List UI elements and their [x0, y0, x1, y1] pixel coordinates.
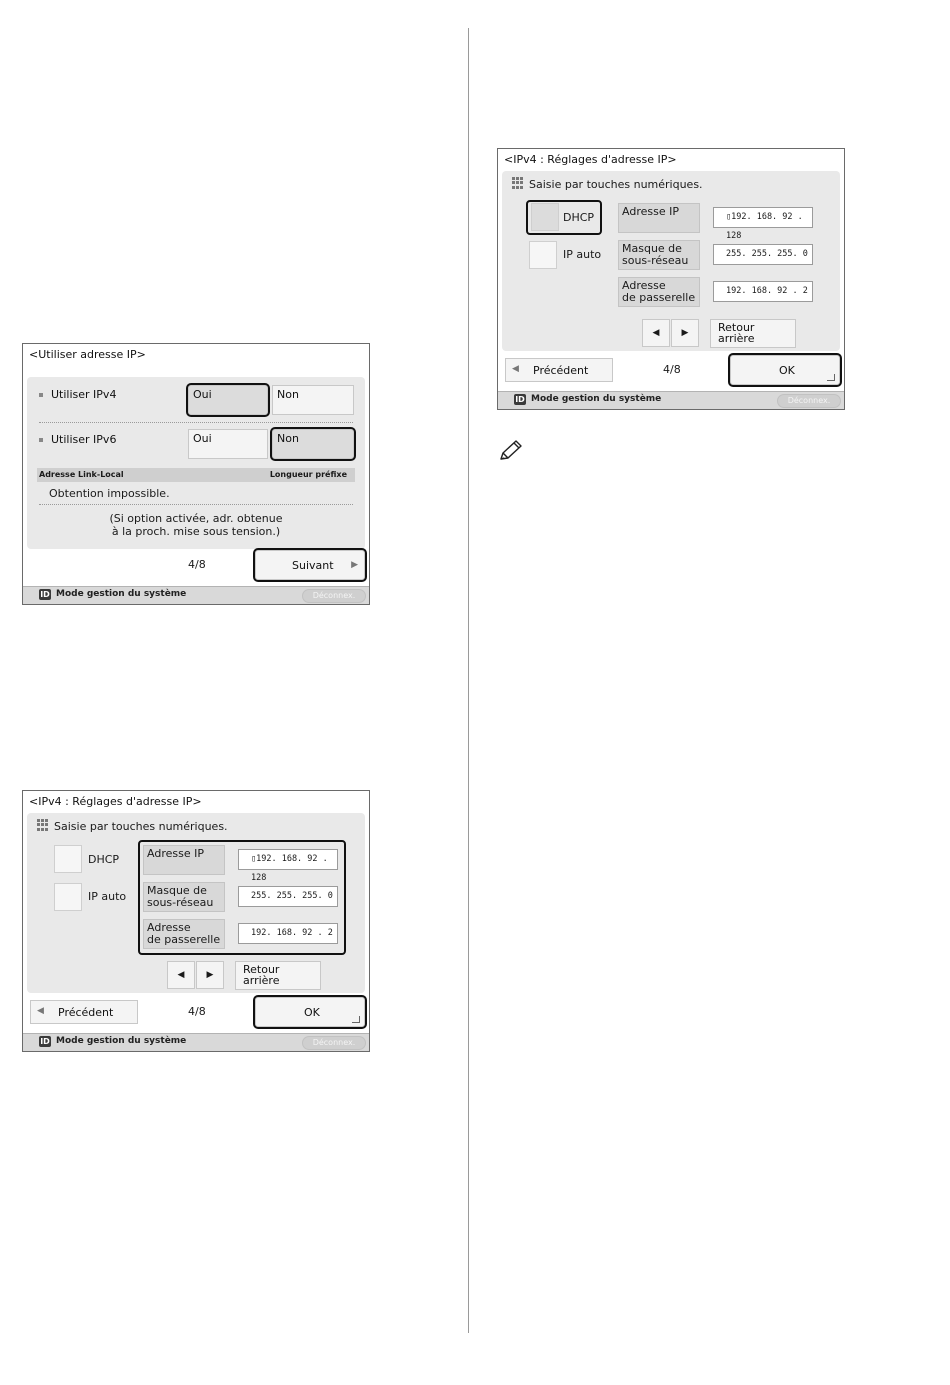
- screen-ipv4-settings-fields: [22, 790, 370, 1052]
- status-bar: [23, 1033, 369, 1051]
- gateway-label: Adresse de passerelle: [618, 277, 700, 307]
- settings-panel: [27, 377, 365, 549]
- logout-button[interactable]: Déconnex.: [302, 1036, 366, 1050]
- keypad-icon: [512, 177, 526, 189]
- dhcp-label: DHCP: [563, 211, 595, 224]
- previous-button[interactable]: ◀ Précédent: [505, 358, 613, 382]
- system-mode-label: Mode gestion du système: [56, 589, 187, 599]
- settings-panel: [27, 813, 365, 993]
- input-hint: Saisie par touches numériques.: [54, 820, 228, 833]
- fields-highlight: [138, 840, 346, 955]
- ipv4-no-button[interactable]: Non: [272, 385, 354, 415]
- logout-button[interactable]: Déconnex.: [777, 394, 841, 408]
- arrow-left-icon: ◀: [37, 1006, 44, 1016]
- ipv4-yes-button[interactable]: Oui: [188, 385, 268, 415]
- system-mode-label: Mode gestion du système: [56, 1036, 187, 1046]
- ip-auto-label: IP auto: [563, 248, 602, 261]
- id-icon: ID: [40, 590, 50, 599]
- ip-address-label: Adresse IP: [143, 845, 225, 875]
- prefix-length-column: Longueur préfixe: [269, 470, 347, 479]
- dhcp-label: DHCP: [88, 853, 120, 866]
- screen-use-ip-address: [22, 343, 370, 605]
- subnet-mask-field[interactable]: 255. 255. 255. 0: [238, 886, 338, 907]
- screen-title: <Utiliser adresse IP>: [29, 348, 146, 361]
- ip-address-field[interactable]: ▯192. 168. 92 . 128: [713, 207, 813, 228]
- arrow-left-icon: ◀: [177, 970, 185, 980]
- arrow-right-icon: ▶: [681, 328, 689, 338]
- enter-icon: [352, 1016, 360, 1023]
- link-local-column: Adresse Link-Local: [39, 470, 124, 479]
- separator: [39, 504, 353, 505]
- ip-auto-checkbox[interactable]: [529, 241, 557, 269]
- ipv6-label: Utiliser IPv6: [39, 433, 116, 446]
- cursor-left-button[interactable]: [642, 319, 670, 347]
- subnet-mask-label: Masque de sous-réseau: [143, 882, 225, 912]
- activation-note: (Si option activée, adr. obtenue à la proch. mise sous tension.): [109, 512, 283, 538]
- arrow-right-icon: ▶: [351, 560, 358, 570]
- dhcp-checkbox[interactable]: [531, 203, 559, 231]
- ipv6-no-button[interactable]: Non: [272, 429, 354, 459]
- logout-button[interactable]: Déconnex.: [302, 589, 366, 603]
- previous-button[interactable]: ◀ Précédent: [30, 1000, 138, 1024]
- obtain-status: Obtention impossible.: [49, 487, 170, 500]
- page-indicator: 4/8: [188, 558, 206, 571]
- separator: [39, 422, 353, 423]
- ip-address-field[interactable]: ▯192. 168. 92 . 128: [238, 849, 338, 870]
- link-local-header: [37, 468, 355, 482]
- gateway-label: Adresse de passerelle: [143, 919, 225, 949]
- cursor-left-button[interactable]: [167, 961, 195, 989]
- page-indicator: 4/8: [188, 1005, 206, 1018]
- id-icon: ID: [40, 1037, 50, 1046]
- cursor-right-button[interactable]: [671, 319, 699, 347]
- subnet-mask-label: Masque de sous-réseau: [618, 240, 700, 270]
- gateway-field[interactable]: 192. 168. 92 . 2: [713, 281, 813, 302]
- dhcp-checkbox[interactable]: [54, 845, 82, 873]
- cursor-right-button[interactable]: [196, 961, 224, 989]
- ipv6-yes-button[interactable]: Oui: [188, 429, 268, 459]
- arrow-right-icon: ▶: [206, 970, 214, 980]
- status-bar: [23, 586, 369, 604]
- gateway-field[interactable]: 192. 168. 92 . 2: [238, 923, 338, 944]
- subnet-mask-field[interactable]: 255. 255. 255. 0: [713, 244, 813, 265]
- backspace-button[interactable]: Retour arrière: [710, 319, 796, 348]
- status-bar: [498, 391, 844, 409]
- keypad-icon: [37, 819, 51, 831]
- screen-title: <IPv4 : Réglages d'adresse IP>: [29, 795, 202, 808]
- ok-button[interactable]: OK: [730, 355, 840, 385]
- settings-panel: [502, 171, 840, 351]
- backspace-button[interactable]: Retour arrière: [235, 961, 321, 990]
- ip-address-label: Adresse IP: [618, 203, 700, 233]
- column-divider: [468, 28, 469, 1333]
- enter-icon: [827, 374, 835, 381]
- arrow-left-icon: ◀: [652, 328, 660, 338]
- screen-title: <IPv4 : Réglages d'adresse IP>: [504, 153, 677, 166]
- screen-ipv4-settings-dhcp: [497, 148, 845, 410]
- ip-auto-label: IP auto: [88, 890, 127, 903]
- pencil-icon: [497, 438, 525, 464]
- next-button[interactable]: Suivant ▶: [255, 550, 365, 580]
- arrow-left-icon: ◀: [512, 364, 519, 374]
- ipv4-label: Utiliser IPv4: [39, 388, 116, 401]
- ok-button[interactable]: OK: [255, 997, 365, 1027]
- system-mode-label: Mode gestion du système: [531, 394, 662, 404]
- input-hint: Saisie par touches numériques.: [529, 178, 703, 191]
- id-icon: ID: [515, 395, 525, 404]
- ip-auto-checkbox[interactable]: [54, 883, 82, 911]
- page-indicator: 4/8: [663, 363, 681, 376]
